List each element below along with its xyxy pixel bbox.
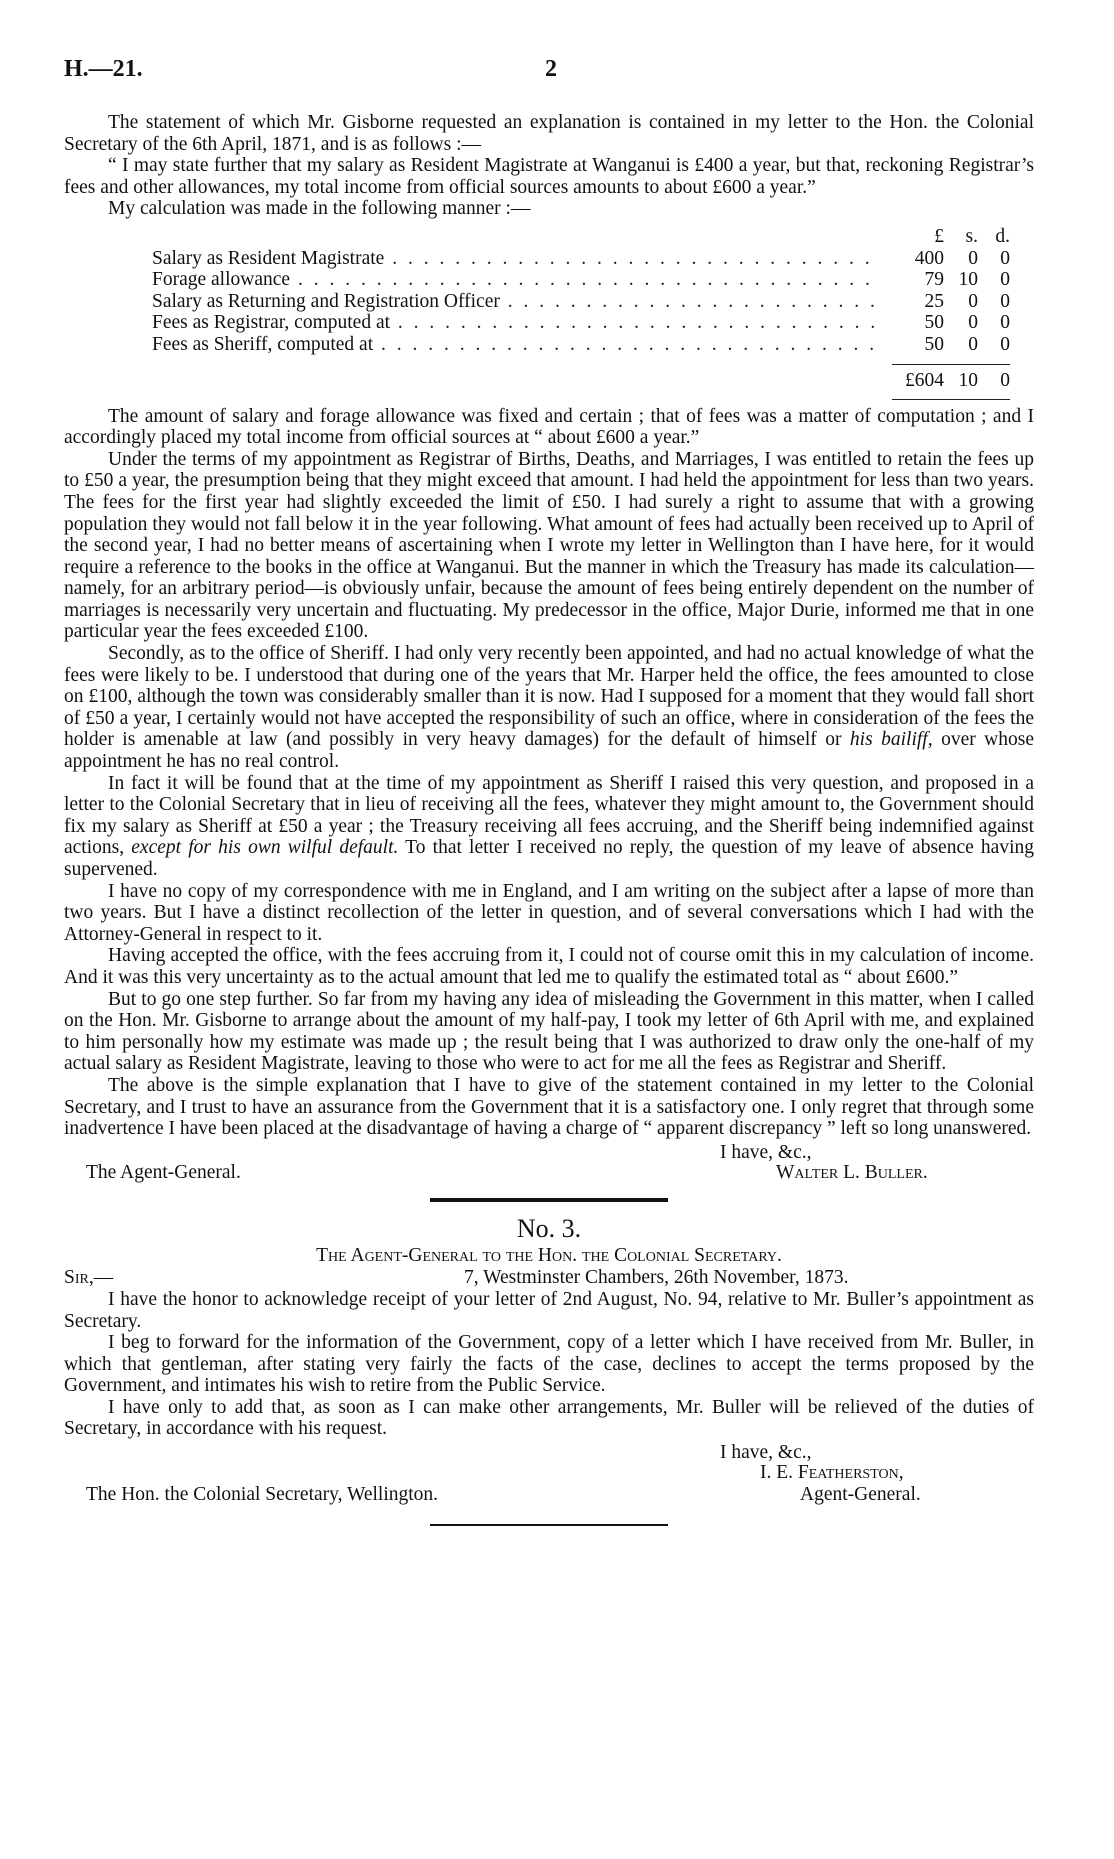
section-divider: [430, 1198, 668, 1202]
sum-rule: [892, 364, 1010, 365]
salutation-line: [64, 1267, 1034, 1289]
pence-value: 0: [1000, 247, 1010, 269]
signature-line: [64, 1162, 1034, 1184]
document-number: No. 3.: [516, 1213, 582, 1243]
paragraph: Under the terms of my appointment as Registrar of Births, Deaths, and Marriages, I was entitled to retain the fees up to £50 a year, the presumption being that they might exceed that amount. I had held the appointment for less than two years. The fees for the first year had slightly exceeded the limit of £50. I had surely a right to assume that with a growing population they would not fall below it in the year following. What amount of fees had actually been received up to April of the second year, I had no better means of ascertaining when I wrote my letter in Wellington than I have here, for it would require a reference to the books in the office at Wanganui. But the manner in which the Treasury has made its calculation—namely, for an arbitrary period—is obviously unfair, because the amount of fees being entirely dependent on the number of marriages is necessarily very uncertain and fluctuating. My predecessor in the office, Major Durie, informed me that in one particular year the fees exceeded £100.: [64, 448, 1034, 643]
shillings-value: 0: [968, 247, 978, 269]
salutation: Sir,—: [64, 1266, 114, 1288]
dateline: 7, Westminster Chambers, 26th November, 1873.: [464, 1266, 849, 1288]
italic-text: except for his own wilful default.: [131, 837, 399, 859]
total-pence: 0: [1000, 369, 1010, 391]
signature-line: [64, 1462, 1034, 1484]
pounds-value: 25: [924, 290, 944, 312]
table-row: [152, 334, 1010, 356]
paragraph: I have no copy of my correspondence with me in England, and I am writing on the subject after a lapse of more than two years. But I have a distinct recollection of the letter in question, and of several conversations which I had with the Attorney-General in respect to it.: [64, 880, 1034, 945]
row-label: Salary as Resident Magistrate . . .: [152, 248, 876, 270]
closing: I have, &c.,: [720, 1442, 812, 1464]
income-table: [152, 226, 1010, 400]
pounds-value: 400: [914, 247, 944, 269]
row-label: Fees as Registrar, computed at . . .: [152, 312, 876, 334]
total-row: [152, 369, 1010, 393]
total-pounds: £604: [905, 369, 944, 391]
addressee: The Hon. the Colonial Secretary, Wellington.: [86, 1484, 439, 1506]
currency-header-row: [152, 226, 1010, 248]
text-run: Secondly, as to the office of Sheriff. I had only very recently been appointed, and had no actual knowledge of what the fees were likely to be. I understood that during one of the years that Mr. Harper held the office, the fees amounted to close on £100, although the town was considerably smaller than it is now. Had I supposed for a moment that they would fall short of £50 a year, I certainly would not have accepted the responsibility of such an office, where in consideration of the fees the holder is amenable at law (and possibly in very heavy damages) for the default of himself or: [64, 643, 1034, 751]
table-row: [152, 291, 1010, 313]
total-rule: [892, 399, 1010, 400]
signature: I. E. Featherston,: [760, 1462, 904, 1484]
row-label: Fees as Sheriff, computed at . . .: [152, 334, 876, 356]
row-label: Forage allowance . . .: [152, 269, 876, 291]
letter-title: The Agent-General to the Hon. the Colonial Secretary.: [316, 1245, 782, 1267]
signature-title: Agent-General.: [800, 1484, 921, 1506]
closing-line: [64, 1140, 1034, 1162]
table-row: [152, 269, 1010, 291]
pounds-value: 79: [924, 269, 944, 291]
pounds-header: £: [934, 225, 944, 247]
closing: I have, &c.,: [720, 1141, 812, 1163]
pounds-value: 50: [924, 312, 944, 334]
italic-text: his bailiff,: [849, 729, 933, 751]
paragraph: Having accepted the office, with the fees accruing from it, I could not of course omit this in my calculation of income. And it was this very uncertainty as to the actual amount that led me to qualify the estimated total as “ about £600.”: [64, 945, 1034, 988]
pence-header: d.: [995, 225, 1010, 247]
paragraph: [64, 773, 1034, 881]
pence-value: 0: [1000, 312, 1010, 334]
table-row: [152, 248, 1010, 270]
paragraph: I beg to forward for the information of the Government, copy of a letter which I have received from Mr. Buller, in which that gentleman, after stating very fairly the facts of the case, declines to accept the terms proposed by the Government, and intimates his wish to retire from the Public Service.: [64, 1332, 1034, 1397]
pounds-value: 50: [924, 333, 944, 355]
paragraph: My calculation was made in the following manner :—: [108, 198, 531, 220]
closing-line: [64, 1440, 1034, 1462]
document-reference: H.—21.: [64, 56, 143, 82]
paragraph: The statement of which Mr. Gisborne requested an explanation is contained in my letter to the Hon. the Colonial Secretary of the 6th April, 1871, and is as follows :—: [64, 112, 1034, 155]
text-run: To that letter I received no reply, the question of my leave of absence having supervened.: [64, 837, 1034, 880]
text-run: over whose appointment he has no real control.: [64, 729, 1034, 773]
shillings-value: 0: [968, 333, 978, 355]
text-run: In fact it will be found that at the time of my appointment as Sheriff I raised this very question, and proposed in a letter to the Colonial Secretary that in lieu of receiving all the fees, whatever they might amount to, the Government should fix my salary as Sheriff at £50 a year ; the Treasury receiving all fees accruing, and the Sheriff being indemnified against actions,: [64, 772, 1034, 859]
signature-title-line: [64, 1484, 1034, 1506]
signature: Walter L. Buller.: [776, 1161, 928, 1183]
shillings-header: s.: [965, 225, 978, 247]
paragraph: [64, 643, 1034, 773]
paragraph: The above is the simple explanation that I have to give of the statement contained in my letter to the Colonial Secretary, and I trust to have an assurance from the Government that it is a satisfactory one. I only regret that through some inadvertence I have been placed at the disadvantage of having a charge of “ apparent discrepancy ” left so long unanswered.: [64, 1074, 1034, 1140]
row-label: Salary as Returning and Registration Officer . . .: [152, 291, 876, 313]
pence-value: 0: [1000, 290, 1010, 312]
page-number: 2: [545, 56, 557, 82]
shillings-value: 0: [968, 290, 978, 312]
shillings-value: 10: [958, 269, 978, 291]
paragraph: I have only to add that, as soon as I can make other arrangements, Mr. Buller will be relieved of the duties of Secretary, in accordance with his request.: [64, 1396, 1034, 1440]
document-body: [64, 112, 1034, 1526]
paragraph: The amount of salary and forage allowance was fixed and certain ; that of fees was a matter of computation ; and I accordingly placed my total income from official sources at “ about £600 a year.”: [64, 405, 1034, 449]
paragraph: I have the honor to acknowledge receipt of your letter of 2nd August, No. 94, relative to Mr. Buller’s appointment as Secretary.: [64, 1288, 1034, 1332]
pence-value: 0: [1000, 333, 1010, 355]
table-row: [152, 312, 1010, 334]
paragraph: But to go one step further. So far from my having any idea of misleading the Government in this matter, when I called on the Hon. Mr. Gisborne to arrange about the amount of my half-pay, I took my letter of 6th April with me, and explained to him personally how my estimate was made up ; the result being that I was authorized to draw only the one-half of my actual salary as Resident Magistrate, leaving to those who were to act for me all the fees as Registrar and Sheriff.: [64, 988, 1034, 1075]
pence-value: 0: [1000, 269, 1010, 291]
shillings-value: 0: [968, 312, 978, 334]
end-divider: [430, 1524, 668, 1526]
addressee: The Agent-General.: [86, 1161, 241, 1183]
total-shillings: 10: [958, 369, 978, 391]
quoted-paragraph: “ I may state further that my salary as Resident Magistrate at Wanganui is £400 a year, but that, reckoning Registrar’s fees and other allowances, my total income from official sources amounts to about £600 a year.”: [64, 155, 1034, 198]
